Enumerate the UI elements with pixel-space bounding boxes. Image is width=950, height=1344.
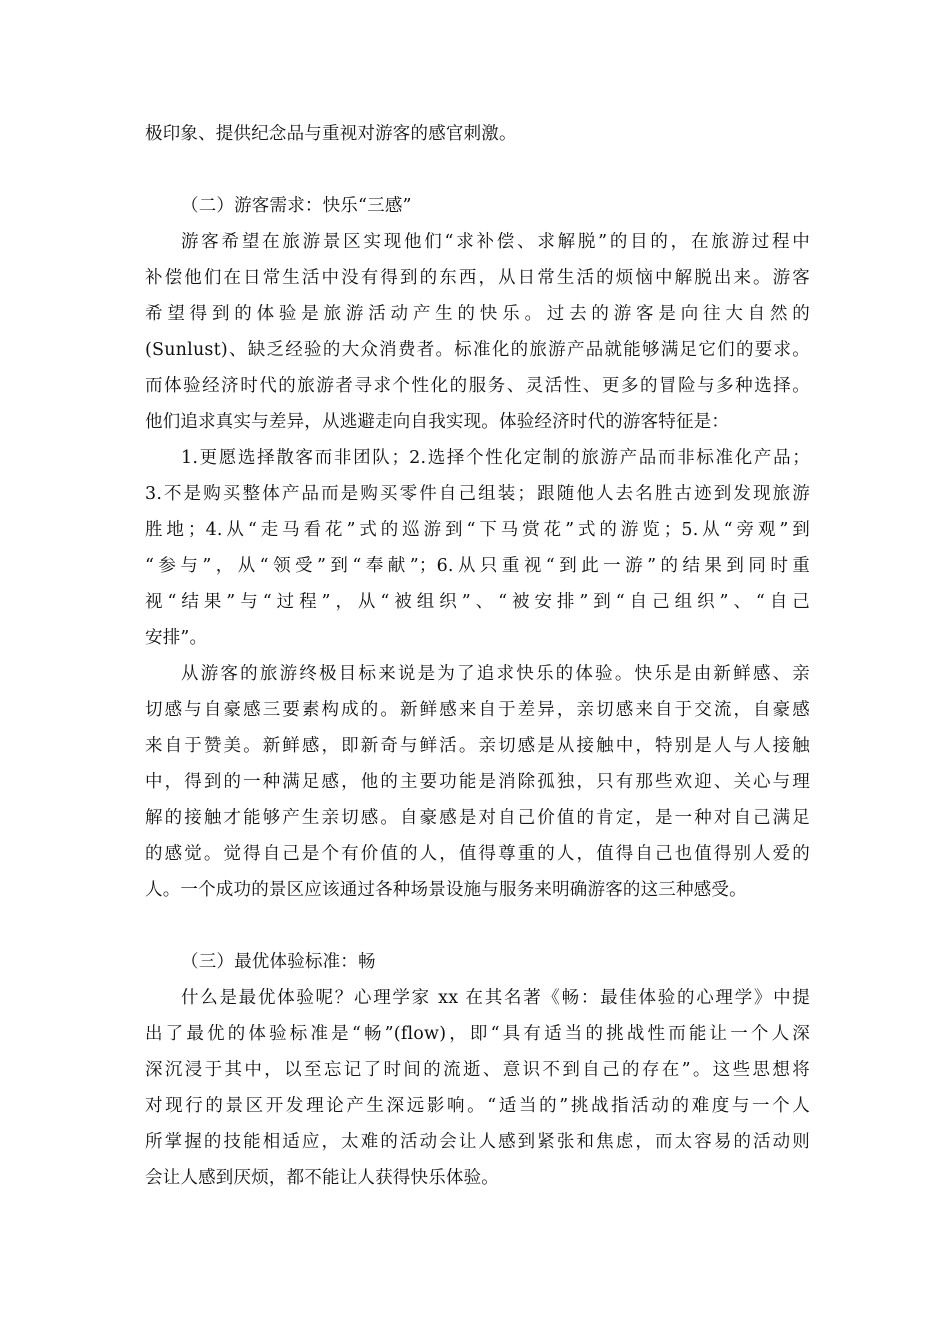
body-text-line: 什么是最优体验呢？心理学家 xx 在其名著《畅：最佳体验的心理学》中提 [181,988,810,1008]
body-text-line: (Sunlust)、缺乏经验的大众消费者。标准化的旅游产品就能够满足它们的要求。 [145,340,810,360]
body-text-line: 1.更愿选择散客而非团队；2.选择个性化定制的旅游产品而非标准化产品； [181,448,810,468]
body-text-line: 会让人感到厌烦，都不能让人获得快乐体验。 [145,1168,499,1188]
body-text-line: 深沉浸于其中，以至忘记了时间的流逝、意识不到自己的存在”。这些思想将 [145,1060,810,1080]
body-text-line: 游客希望在旅游景区实现他们“求补偿、求解脱”的目的，在旅游过程中 [181,232,810,252]
body-text-line: 所掌握的技能相适应，太难的活动会让人感到紧张和焦虑，而太容易的活动则 [145,1132,810,1152]
body-text-line: 切感与自豪感三要素构成的。新鲜感来自于差异，亲切感来自于交流，自豪感 [145,700,810,720]
body-text-line: 从游客的旅游终极目标来说是为了追求快乐的体验。快乐是由新鲜感、亲 [181,664,810,684]
body-text-line: 视“结果”与“过程”，从“被组织”、“被安排”到“自己组织”、“自己 [145,592,810,612]
section-heading-2: （二）游客需求：快乐“三感” [181,196,412,216]
body-text-line: 人。一个成功的景区应该通过各种场景设施与服务来明确游客的这三种感受。 [145,880,747,900]
body-text-line: 中，得到的一种满足感，他的主要功能是消除孤独，只有那些欢迎、关心与理 [145,772,810,792]
body-text-line: 补偿他们在日常生活中没有得到的东西，从日常生活的烦恼中解脱出来。游客 [145,268,810,288]
body-text-line: 希望得到的体验是旅游活动产生的快乐。过去的游客是向往大自然的 [145,304,810,324]
body-text-line: 对现行的景区开发理论产生深远影响。“适当的”挑战指活动的难度与一个人 [145,1096,810,1116]
body-text-line: “参与”，从“领受”到“奉献”；6.从只重视“到此一游”的结果到同时重 [145,556,810,576]
paragraph-gap [145,152,810,188]
body-text-line: 他们追求真实与差异，从逃避走向自我实现。体验经济时代的游客特征是： [145,412,730,432]
body-text-line: 胜地；4.从“走马看花”式的巡游到“下马赏花”式的游览；5.从“旁观”到 [145,520,810,540]
document-body [145,116,810,1196]
body-text-line: 而体验经济时代的旅游者寻求个性化的服务、灵活性、更多的冒险与多种选择。 [145,376,810,396]
paragraph-gap [145,908,810,944]
body-text-line: 3.不是购买整体产品而是购买零件自己组装；跟随他人去名胜古迹到发现旅游 [145,484,810,504]
body-text-line: 解的接触才能够产生亲切感。自豪感是对自己价值的肯定，是一种对自己满足 [145,808,810,828]
body-text-line: 安排”。 [145,628,208,648]
body-text-line: 出了最优的体验标准是“畅”(flow)，即“具有适当的挑战性而能让一个人深 [145,1024,810,1044]
section-heading-3: （三）最优体验标准：畅 [181,952,376,972]
body-text-line: 来自于赞美。新鲜感，即新奇与鲜活。亲切感是从接触中，特别是人与人接触 [145,736,810,756]
body-text-line: 极印象、提供纪念品与重视对游客的感官刺激。 [145,124,517,144]
body-text-line: 的感觉。觉得自己是个有价值的人，值得尊重的人，值得自己也值得别人爱的 [145,844,810,864]
